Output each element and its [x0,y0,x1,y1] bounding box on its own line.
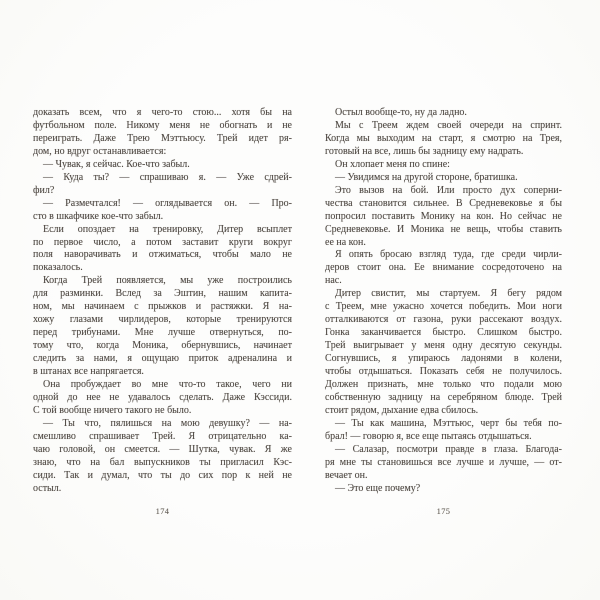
text-line: чаю головой, он смеется. — Шутка, чувак. Я же [33,443,292,455]
text-line: — Ты как машина, Мэттьюс, черт бы тебя по- [335,417,562,429]
right-page [325,107,562,516]
text-line: остыл. [33,482,62,494]
left-page [33,107,292,516]
text-line: фил? [33,184,55,196]
text-line: доказать всем, что я чего-то стою... хотя бы на [33,107,292,118]
text-line: брал! — говорю я, все еще пытаясь отдышаться. [325,430,532,442]
text-line: поля наворачивать и отжиматься, чтобы мало не [33,249,292,261]
text-line: стоит рядом, дыхание едва сбилось. [325,404,479,416]
text-line: Это вызов на бой. Или просто дух соперни- [335,184,562,196]
text-line: — Размечтался! — оглядывается он. — Про- [43,197,292,209]
text-line: собственную задницу на серебряном блюде. Трей [325,391,562,403]
text-line: — Салазар, посмотри правде в глаза. Благода- [335,443,562,455]
right-page-number: 175 [436,506,451,516]
text-line: Он хлопает меня по спине: [335,158,450,170]
text-line: — Увидимся на другой стороне, братишка. [335,171,518,183]
text-line: вечает он. [325,469,368,481]
text-line: перед трибунами. Мне лучше отвернуться, по- [33,327,292,339]
text-line: Согнувшись, я упираюсь ладонями в колени, [325,353,562,365]
text-line: ря мне ты становишься все лучше и лучше, — от- [325,456,562,468]
text-line: — Это еще почему? [335,482,421,494]
text-line: Когда Трей появляется, мы уже построились [43,275,292,287]
left-page-text [33,107,292,496]
text-line: Она пробуждает во мне что-то такое, чего ни [43,379,292,391]
text-line: по первое число, а потом заставит круги вокруг [33,236,292,248]
text-line: сто в шкафчике кое-что забыл. [33,210,164,222]
text-line: футбольном поле. Никому меня не обогнать и не [33,119,292,131]
text-line: одной до нее не удавалось сделать. Даже Кэссиди. [33,391,292,403]
text-line: нас. [325,275,342,287]
text-line: Трей выигрывает у меня одну десятую секунды. [325,340,562,352]
text-line: ном, мы начинаем с прыжков и растяжки. Я на- [33,301,292,313]
text-line: ее на кон. [325,236,366,248]
text-line: Гонка заканчивается быстро. Слишком быстро. [325,327,562,339]
text-line: готовый на все, лишь бы задницу ему надрать. [325,145,524,157]
text-line: знаю, что на бал выпускников ты пригласил Кэс- [33,456,292,468]
text-line: следить за нами, я ощущаю приток адреналина и [33,353,292,365]
left-page-number: 174 [155,506,170,516]
text-line: с Треем, мне ужасно хочется победить. Мои ноги [325,301,562,313]
text-line: чтобы отдышаться. Показать себя не получилось. [325,366,562,378]
text-line: показалось. [33,262,83,274]
text-line: переиграть. Даже Трею Мэттьюсу. Трей идет ря- [33,132,292,144]
text-line: Я опять бросаю взгляд туда, где среди чирли- [335,249,562,261]
text-line: хожу глазами чирлидеров, которые тренируются [33,314,292,326]
text-line: С той вообще ничего такого не было. [33,404,192,416]
text-line: для разминки. Вслед за Эштин, нашим капита- [33,288,292,300]
text-line: Должен признать, мне только что подали мою [325,379,562,391]
right-page-text [325,107,562,496]
text-line: Остыл вообще-то, ну да ладно. [335,107,467,118]
text-line: Дитер свистит, мы стартуем. Я бегу рядом [335,288,562,300]
text-line: — Куда ты? — спрашиваю я. — Уже сдрей- [43,171,292,183]
text-line: в штанах все напрягается. [33,366,144,378]
text-line: Мы с Треем ждем своей очереди на спринт. [335,119,562,131]
text-line: Если опоздает на тренировку, Дитер всыплет [43,223,292,235]
text-line: тому что, когда Моника, обернувшись, начинает [33,340,292,352]
text-line: Когда мы выходим на старт, я смотрю на Трея, [325,132,562,144]
text-line: чества становится сильнее. В Средневековье я бы [325,197,562,209]
text-line: отталкиваются от газона, руки рассекают воздух. [325,314,562,326]
text-line: смешливо спрашивает Трей. Я отрицательно ка- [33,430,292,442]
text-line: — Чувак, я сейчас. Кое-что забыл. [43,158,190,170]
text-line: Средневековье. И Моника не вещь, чтобы ставить [325,223,562,235]
text-line: — Ты что, пялишься на мою девушку? — на- [43,417,292,429]
text-line: дом, но вдруг останавливается: [33,145,167,157]
text-line: попросил поставить Монику на кон. Но сейчас не [325,210,562,222]
text-line: сиди. Так и думал, что ты до сих пор к ней не [33,469,292,481]
text-line: деров стоит она. Ее внимание сосредоточено на [325,262,562,274]
